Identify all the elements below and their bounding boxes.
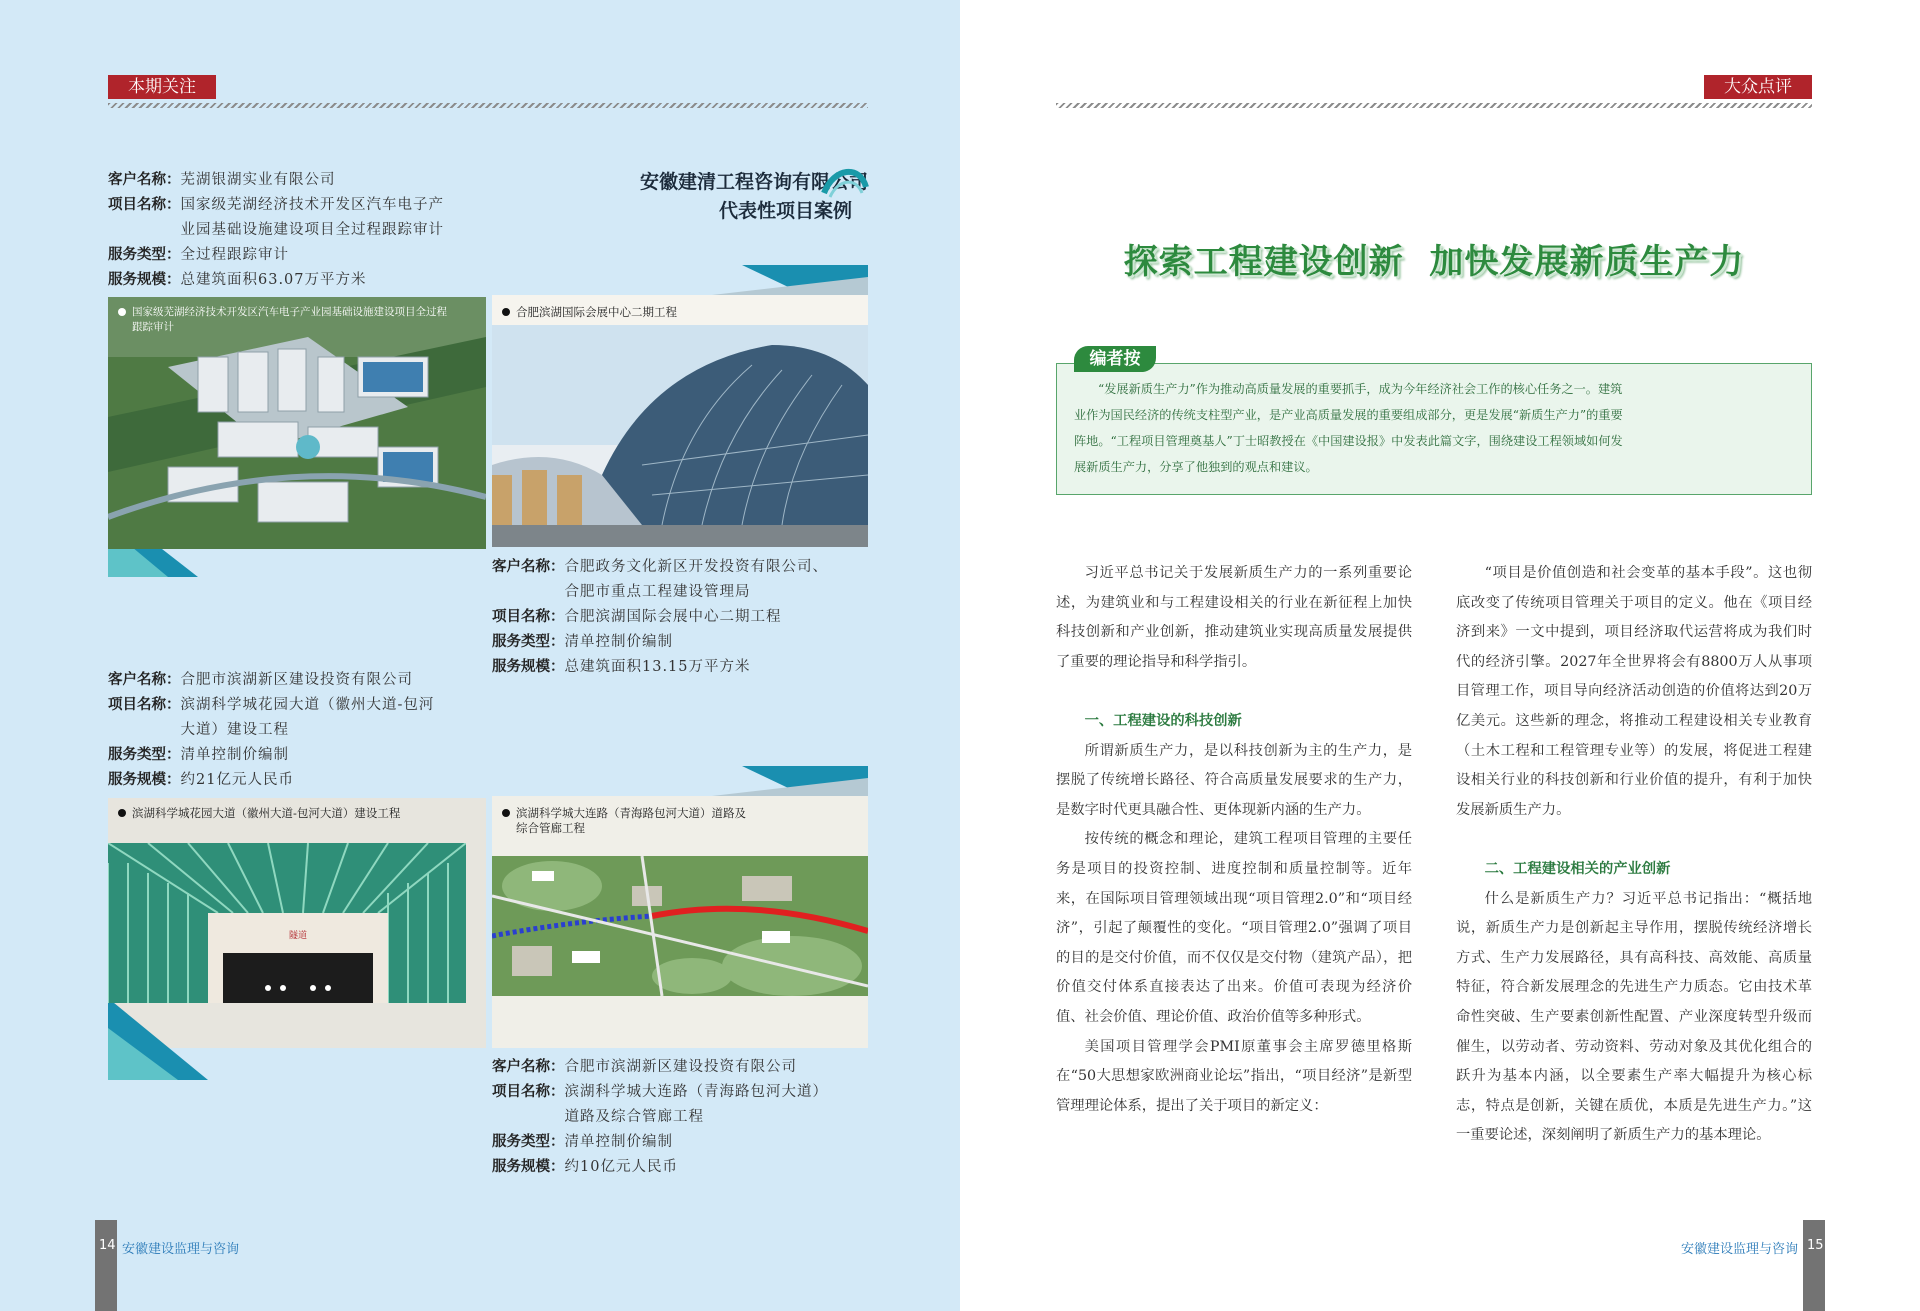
editor-note-label: 编者按 [1074, 346, 1156, 372]
case3-info: 客户名称： 合肥市滨湖新区建设投资有限公司 项目名称： 滨湖科学城花园大道（徽州大道-包河 大道）建设工程 服务类型： 清单控制价编制 服务规模： 约21亿元人民币 [108, 668, 498, 793]
col1-paragraph-1: 习近平总书记关于发展新质生产力的一系列重要论述，为建筑业和与工程建设相关的行业在新征程上加快科技创新和产业创新，推动建筑业实现高质量发展提供了重要的理论指导和科学指引。 [1056, 565, 1412, 670]
svg-text:隧道: 隧道 [288, 931, 308, 941]
case2-scale: 总建筑面积13.15万平方米 [564, 659, 751, 675]
col1-paragraph-3: 按传统的概念和理论，建筑工程项目管理的主要任务是项目的投资控制、进度控制和质量控制等。近年来，在国际项目管理领域出现“项目管理2.0”和“项目经济”，引起了颠覆性的变化。“项目管理2.0”强调了项目的目的是交付价值，而不仅仅是交付物（建筑产品），把价值交付体系直接表达了出来。价值可表现为经济价值、社会价值、理论价值、政治价值等多种形式。 [1056, 831, 1412, 1025]
col1-paragraph-2: 所谓新质生产力，是以科技创新为主的生产力，是摆脱了传统增长路径、符合高质量发展要求的生产力，是数字时代更具融合性、更体现新内涵的生产力。 [1056, 742, 1412, 818]
label-client: 客户名称： [108, 172, 181, 188]
header-rule-left [108, 103, 868, 108]
case4-photo-frame [492, 766, 868, 1048]
label-project: 项目名称： [108, 197, 181, 213]
case1-service: 全过程跟踪审计 [180, 247, 289, 263]
case1-client: 芜湖银湖实业有限公司 [180, 172, 336, 188]
bullet-icon [118, 308, 126, 316]
case3-project: 滨湖科学城花园大道（徽州大道-包河 大道）建设工程 [180, 697, 435, 738]
page-number-left: 14 [99, 1238, 116, 1253]
case2-service: 清单控制价编制 [564, 634, 673, 650]
case2-info: 客户名称： 合肥政务文化新区开发投资有限公司、 合肥市重点工程建设管理局 项目名称： 合肥滨湖国际会展中心二期工程 服务类型： 清单控制价编制 服务规模： 总建筑面积13.15万平方米 [492, 555, 868, 680]
case2-photo-caption: 合肥滨湖国际会展中心二期工程 [502, 305, 842, 320]
case4-client: 合肥市滨湖新区建设投资有限公司 [564, 1059, 797, 1075]
section-heading-2: 二、工程建设相关的产业创新 [1484, 860, 1671, 877]
header-rule-right [1056, 103, 1812, 108]
swoosh-icon [820, 163, 870, 203]
case4-scale: 约10亿元人民币 [564, 1159, 678, 1175]
col2-paragraph-1: “项目是价值创造和社会变革的基本手段”。这也彻底改变了传统项目管理关于项目的定义。他在《项目经济到来》一文中提到，项目经济取代运营将成为我们时代的经济引擎。2027年全世界将会有8800万人从事项目管理工作，项目导向经济活动创造的价值将达到20万亿美元。这些新的理念，将推动工程建设相关专业教育（土木工程和工程管理专业等）的发展，将促进工程建设相关行业的科技创新和行业价值的提升，有利于加快发展新质生产力。 [1456, 565, 1812, 818]
headline: 探索工程建设创新 加快发展新质生产力 [1123, 242, 1745, 282]
company-title-line2: 代表性项目案例 [718, 200, 852, 222]
case1-project: 国家级芜湖经济技术开发区汽车电子产 业园基础设施建设项目全过程跟踪审计 [180, 197, 444, 238]
label-service: 服务类型： [108, 247, 181, 263]
col2-paragraph-2: 什么是新质生产力？习近平总书记指出：“概括地说，新质生产力是创新起主导作用，摆脱传统经济增长方式、生产力发展路径，具有高科技、高效能、高质量特征，符合新发展理念的先进生产力质态。它由技术革命性突破、生产要素创新性配置、产业深度转型升级而催生，以劳动者、劳动资料、劳动对象及其优化组合的跃升为基本内涵，以全要素生产率大幅提升为核心标志，特点是创新，关键在质优，本质是先进生产力。”这一重要论述，深刻阐明了新质生产力的基本理论。 [1456, 890, 1812, 1144]
case3-photo-caption: 滨湖科学城花园大道（徽州大道-包河大道）建设工程 [118, 806, 478, 821]
section-heading-1: 一、工程建设的科技创新 [1084, 712, 1242, 729]
case3-photo-frame [108, 798, 486, 1080]
case1-scale: 总建筑面积63.07万平方米 [180, 272, 367, 288]
case2-photo [492, 325, 868, 547]
article-column-1 [1056, 559, 1412, 1121]
footer-text-right: 安徽建设监理与咨询 [1680, 1242, 1798, 1257]
bullet-icon [502, 308, 510, 316]
page-number-right: 15 [1807, 1238, 1824, 1253]
label-scale: 服务规模： [108, 272, 181, 288]
case3-scale: 约21亿元人民币 [180, 772, 294, 788]
footer-bar-right [1803, 1220, 1825, 1311]
case4-photo-caption: 滨湖科学城大连路（青海路包河大道）道路及 综合管廊工程 [502, 806, 852, 836]
section-tag-left: 本期关注 [108, 75, 216, 99]
bullet-icon [502, 809, 510, 817]
case4-service: 清单控制价编制 [564, 1134, 673, 1150]
case3-photo [108, 843, 466, 1003]
case2-photo-frame [492, 265, 868, 547]
footer-bar-left [95, 1220, 117, 1311]
bullet-icon [118, 809, 126, 817]
case2-project: 合肥滨湖国际会展中心二期工程 [564, 609, 782, 625]
case1-info [108, 168, 508, 293]
case4-photo [492, 856, 868, 996]
case4-project: 滨湖科学城大连路（青海路包河大道） 道路及综合管廊工程 [564, 1084, 828, 1125]
case2-client: 合肥政务文化新区开发投资有限公司、 合肥市重点工程建设管理局 [564, 559, 828, 600]
editor-note-text: “发展新质生产力”作为推动高质量发展的重要抓手，成为今年经济社会工作的核心任务之一。建筑 业作为国民经济的传统支柱型产业，是产业高质量发展的重要组成部分，更是发展“新质生产力”的重要 阵地。“工程项目管理奠基人”丁士昭教授在《中国建设报》中发表此篇文字，围绕建设工程领域如何发 展新质生产力，分享了他独到的观点和建议。 [1074, 382, 1623, 474]
case4-info: 客户名称： 合肥市滨湖新区建设投资有限公司 项目名称： 滨湖科学城大连路（青海路包河大道） 道路及综合管廊工程 服务类型： 清单控制价编制 服务规模： 约10亿元人民币 [492, 1055, 868, 1180]
footer-text-left: 安徽建设监理与咨询 [122, 1242, 240, 1257]
case3-service: 清单控制价编制 [180, 747, 289, 763]
right-page [960, 0, 1920, 1311]
case1-photo-caption: 国家级芜湖经济技术开发区汽车电子产业园基础设施建设项目全过程跟踪审计 [118, 305, 448, 335]
section-tag-right: 大众点评 [1704, 75, 1812, 99]
case3-client: 合肥市滨湖新区建设投资有限公司 [180, 672, 413, 688]
col1-paragraph-4: 美国项目管理学会PMI原董事会主席罗德里格斯在“50大思想家欧洲商业论坛”指出，“项目经济”是新型管理理论体系，提出了关于项目的新定义： [1056, 1038, 1412, 1114]
company-title-line1: 安徽建清工程咨询有限公司 [639, 171, 868, 193]
article-column-2 [1456, 559, 1812, 1151]
case1-photo-frame [108, 297, 486, 577]
